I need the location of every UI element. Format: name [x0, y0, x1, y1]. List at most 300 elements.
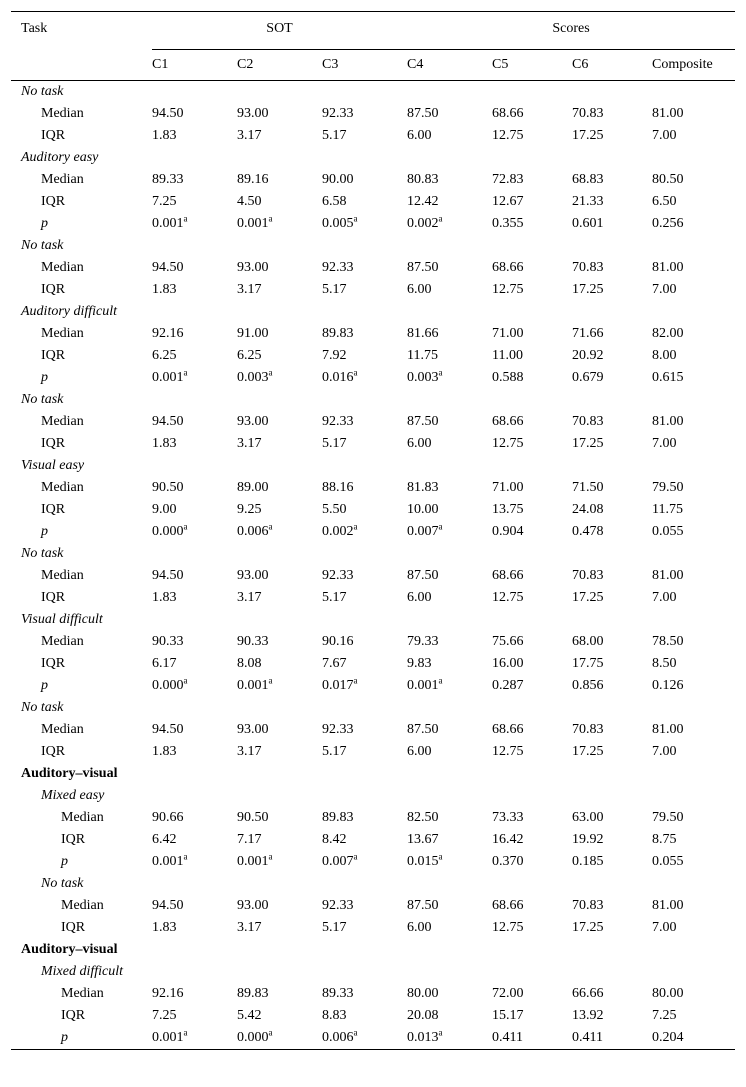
- table-cell: [152, 477, 237, 499]
- table-cell: [407, 807, 492, 829]
- table-cell: [407, 829, 492, 851]
- table-cell: [572, 169, 652, 191]
- significance-marker: a: [353, 521, 358, 532]
- cell-value: 68.66: [492, 414, 524, 429]
- table-cell: [152, 411, 237, 433]
- cell-value: 0.006: [322, 1030, 354, 1045]
- cell-value: 12.75: [492, 744, 524, 759]
- cell-value: 0.856: [572, 678, 604, 693]
- table-cell: [652, 807, 735, 829]
- table-cell: [652, 895, 735, 917]
- cell-value: 89.33: [152, 172, 184, 187]
- table-row: [11, 807, 735, 829]
- table-cell: [492, 917, 572, 939]
- significance-marker: a: [268, 1027, 273, 1038]
- table-cell: [322, 741, 407, 763]
- cell-value: 3.17: [237, 744, 262, 759]
- table-cell: [652, 367, 735, 389]
- table-row: [11, 257, 735, 279]
- table-section-row: [11, 939, 735, 961]
- table-cell: [237, 587, 322, 609]
- table-row: [11, 895, 735, 917]
- table-row: [11, 587, 735, 609]
- cell-value: 24.08: [572, 502, 604, 517]
- cell-value: 9.25: [237, 502, 262, 517]
- cell-value: 70.83: [572, 106, 604, 121]
- row-label: Median: [41, 634, 84, 649]
- table-cell: [152, 499, 237, 521]
- column-header-composite: Composite: [652, 57, 713, 72]
- section-label: No task: [21, 238, 64, 253]
- cell-value: 0.185: [572, 854, 604, 869]
- cell-value: 5.17: [322, 920, 347, 935]
- cell-value: 16.00: [492, 656, 524, 671]
- cell-value: 6.00: [407, 744, 432, 759]
- significance-marker: a: [268, 367, 273, 378]
- table-cell: [572, 631, 652, 653]
- table-section-row: [11, 609, 735, 631]
- cell-value: 1.83: [152, 744, 177, 759]
- section-label: No task: [21, 392, 64, 407]
- cell-value: 7.67: [322, 656, 347, 671]
- table-cell: [152, 433, 237, 455]
- section-label: No task: [21, 546, 64, 561]
- section-label: No task: [41, 876, 84, 891]
- table-row: [11, 499, 735, 521]
- table-cell: [152, 213, 237, 235]
- table-row: [11, 169, 735, 191]
- cell-value: 0.016: [322, 370, 354, 385]
- table-cell: [652, 257, 735, 279]
- table-cell: [237, 169, 322, 191]
- cell-value: 81.00: [652, 898, 684, 913]
- table-cell: [572, 433, 652, 455]
- table-cell: [237, 565, 322, 587]
- cell-value: 0.370: [492, 854, 524, 869]
- cell-value: 3.17: [237, 920, 262, 935]
- significance-marker: a: [438, 213, 443, 224]
- table-cell: [572, 279, 652, 301]
- cell-value: 93.00: [237, 414, 269, 429]
- table-cell: [152, 169, 237, 191]
- table-cell: [322, 257, 407, 279]
- table-cell: [152, 631, 237, 653]
- table-cell: [652, 631, 735, 653]
- significance-marker: a: [268, 851, 273, 862]
- table-cell: [237, 829, 322, 851]
- cell-value: 88.16: [322, 480, 354, 495]
- cell-value: 79.50: [652, 810, 684, 825]
- cell-value: 0.679: [572, 370, 604, 385]
- cell-value: 6.00: [407, 128, 432, 143]
- cell-value: 0.002: [322, 524, 354, 539]
- cell-value: 3.17: [237, 128, 262, 143]
- cell-value: 6.50: [652, 194, 677, 209]
- cell-value: 8.83: [322, 1008, 347, 1023]
- cell-value: 70.83: [572, 722, 604, 737]
- cell-value: 17.75: [572, 656, 604, 671]
- cell-value: 94.50: [152, 568, 184, 583]
- cell-value: 68.00: [572, 634, 604, 649]
- table-cell: [407, 1027, 492, 1050]
- cell-value: 92.33: [322, 568, 354, 583]
- cell-value: 75.66: [492, 634, 524, 649]
- cell-value: 63.00: [572, 810, 604, 825]
- table-row: [11, 741, 735, 763]
- table-cell: [652, 675, 735, 697]
- cell-value: 90.50: [152, 480, 184, 495]
- section-label: No task: [21, 84, 64, 99]
- table-cell: [572, 851, 652, 873]
- cell-value: 5.17: [322, 282, 347, 297]
- cell-value: 87.50: [407, 106, 439, 121]
- table-cell: [407, 125, 492, 147]
- cell-value: 0.001: [152, 854, 184, 869]
- section-label: Mixed easy: [41, 788, 105, 803]
- row-label: IQR: [41, 502, 66, 517]
- column-header-c2: C2: [237, 57, 254, 72]
- cell-value: 0.001: [407, 678, 439, 693]
- cell-value: 94.50: [152, 106, 184, 121]
- cell-value: 1.83: [152, 920, 177, 935]
- cell-value: 92.16: [152, 326, 184, 341]
- table-cell: [652, 345, 735, 367]
- table-cell: [572, 1005, 652, 1027]
- cell-value: 66.66: [572, 986, 604, 1001]
- table-cell: [237, 103, 322, 125]
- table-cell: [492, 345, 572, 367]
- cell-value: 5.17: [322, 128, 347, 143]
- table-cell: [652, 433, 735, 455]
- table-cell: [572, 741, 652, 763]
- table-cell: [572, 917, 652, 939]
- cell-value: 6.00: [407, 282, 432, 297]
- scores-group-header: Scores: [407, 12, 735, 50]
- table-row: [11, 191, 735, 213]
- cell-value: 79.50: [652, 480, 684, 495]
- table-row: [11, 521, 735, 543]
- table-cell: [237, 653, 322, 675]
- cell-value: 7.00: [652, 436, 677, 451]
- table-cell: [237, 499, 322, 521]
- table-cell: [407, 983, 492, 1005]
- table-cell: [237, 521, 322, 543]
- table-header: [11, 12, 735, 81]
- cell-value: 12.75: [492, 590, 524, 605]
- cell-value: 9.00: [152, 502, 177, 517]
- table-cell: [572, 565, 652, 587]
- table-cell: [407, 279, 492, 301]
- table-cell: [407, 433, 492, 455]
- table-cell: [407, 521, 492, 543]
- table-cell: [152, 125, 237, 147]
- cell-value: 0.001: [152, 1030, 184, 1045]
- cell-value: 15.17: [492, 1008, 524, 1023]
- table-cell: [152, 565, 237, 587]
- results-table-container: [11, 11, 735, 1050]
- cell-value: 6.42: [152, 832, 177, 847]
- table-row: [11, 1005, 735, 1027]
- table-cell: [407, 323, 492, 345]
- table-cell: [322, 345, 407, 367]
- table-row: [11, 719, 735, 741]
- table-section-row: [11, 697, 735, 719]
- column-header-c1: C1: [152, 57, 169, 72]
- cell-value: 0.005: [322, 216, 354, 231]
- table-cell: [572, 411, 652, 433]
- table-cell: [152, 191, 237, 213]
- table-cell: [572, 367, 652, 389]
- cell-value: 80.00: [407, 986, 439, 1001]
- cell-value: 0.478: [572, 524, 604, 539]
- table-row: [11, 125, 735, 147]
- table-cell: [492, 807, 572, 829]
- cell-value: 7.00: [652, 744, 677, 759]
- table-cell: [152, 279, 237, 301]
- cell-value: 82.50: [407, 810, 439, 825]
- table-cell: [237, 477, 322, 499]
- cell-value: 12.75: [492, 436, 524, 451]
- cell-value: 6.00: [407, 920, 432, 935]
- table-cell: [492, 983, 572, 1005]
- cell-value: 0.615: [652, 370, 684, 385]
- table-cell: [572, 829, 652, 851]
- cell-value: 92.33: [322, 722, 354, 737]
- cell-value: 7.00: [652, 128, 677, 143]
- cell-value: 90.16: [322, 634, 354, 649]
- row-label: Median: [41, 326, 84, 341]
- table-cell: [652, 829, 735, 851]
- cell-value: 0.000: [152, 678, 184, 693]
- table-cell: [652, 741, 735, 763]
- table-cell: [652, 213, 735, 235]
- cell-value: 87.50: [407, 898, 439, 913]
- cell-value: 92.33: [322, 260, 354, 275]
- row-label: Median: [61, 986, 104, 1001]
- row-label: IQR: [41, 590, 66, 605]
- row-label: p: [61, 854, 68, 869]
- table-cell: [652, 191, 735, 213]
- table-row: [11, 411, 735, 433]
- task-column-header: Task: [21, 21, 48, 36]
- row-label: p: [61, 1030, 68, 1045]
- table-cell: [322, 521, 407, 543]
- table-cell: [237, 257, 322, 279]
- table-cell: [237, 719, 322, 741]
- table-section-row: [11, 543, 735, 565]
- cell-value: 0.287: [492, 678, 524, 693]
- significance-marker: a: [268, 521, 273, 532]
- row-label: IQR: [41, 282, 66, 297]
- cell-value: 0.126: [652, 678, 684, 693]
- row-label: p: [41, 524, 48, 539]
- significance-marker: a: [438, 1027, 443, 1038]
- table-cell: [322, 213, 407, 235]
- cell-value: 4.50: [237, 194, 262, 209]
- cell-value: 87.50: [407, 568, 439, 583]
- table-cell: [152, 895, 237, 917]
- cell-value: 71.00: [492, 326, 524, 341]
- table-cell: [652, 125, 735, 147]
- cell-value: 11.00: [492, 348, 523, 363]
- cell-value: 6.25: [152, 348, 177, 363]
- table-cell: [407, 741, 492, 763]
- cell-value: 87.50: [407, 722, 439, 737]
- table-section-row: [11, 763, 735, 785]
- column-header-c4: C4: [407, 57, 424, 72]
- table-cell: [152, 257, 237, 279]
- cell-value: 8.75: [652, 832, 677, 847]
- row-label: Median: [61, 810, 104, 825]
- cell-value: 7.00: [652, 590, 677, 605]
- significance-marker: a: [438, 675, 443, 686]
- cell-value: 5.17: [322, 590, 347, 605]
- cell-value: 90.33: [152, 634, 184, 649]
- table-row: [11, 477, 735, 499]
- table-cell: [407, 169, 492, 191]
- table-cell: [492, 125, 572, 147]
- row-label: IQR: [41, 128, 66, 143]
- table-row: [11, 433, 735, 455]
- cell-value: 3.17: [237, 282, 262, 297]
- table-cell: [572, 191, 652, 213]
- cell-value: 1.83: [152, 128, 177, 143]
- section-label: Auditory–visual: [21, 766, 118, 781]
- table-cell: [572, 345, 652, 367]
- cell-value: 11.75: [652, 502, 683, 517]
- table-cell: [322, 653, 407, 675]
- table-cell: [237, 807, 322, 829]
- cell-value: 8.08: [237, 656, 262, 671]
- cell-value: 17.25: [572, 744, 604, 759]
- cell-value: 90.66: [152, 810, 184, 825]
- cell-value: 68.66: [492, 106, 524, 121]
- table-cell: [572, 499, 652, 521]
- cell-value: 5.17: [322, 744, 347, 759]
- significance-marker: a: [438, 521, 443, 532]
- table-cell: [152, 367, 237, 389]
- table-cell: [407, 851, 492, 873]
- cell-value: 81.00: [652, 260, 684, 275]
- row-label: IQR: [41, 194, 66, 209]
- table-row: [11, 279, 735, 301]
- cell-value: 89.33: [322, 986, 354, 1001]
- table-cell: [492, 477, 572, 499]
- cell-value: 79.33: [407, 634, 439, 649]
- table-row: [11, 103, 735, 125]
- cell-value: 72.00: [492, 986, 524, 1001]
- table-cell: [652, 499, 735, 521]
- table-cell: [237, 675, 322, 697]
- significance-marker: a: [438, 851, 443, 862]
- table-cell: [152, 653, 237, 675]
- cell-value: 0.000: [237, 1030, 269, 1045]
- table-cell: [492, 279, 572, 301]
- cell-value: 0.601: [572, 216, 604, 231]
- cell-value: 13.67: [407, 832, 439, 847]
- table-cell: [572, 125, 652, 147]
- table-cell: [492, 741, 572, 763]
- table-cell: [152, 323, 237, 345]
- cell-value: 70.83: [572, 260, 604, 275]
- table-cell: [237, 895, 322, 917]
- table-cell: [652, 983, 735, 1005]
- table-cell: [492, 851, 572, 873]
- column-header-c5: C5: [492, 57, 509, 72]
- row-label: p: [41, 678, 48, 693]
- table-cell: [152, 521, 237, 543]
- cell-value: 68.83: [572, 172, 604, 187]
- table-cell: [322, 895, 407, 917]
- table-cell: [237, 367, 322, 389]
- table-cell: [152, 587, 237, 609]
- table-cell: [237, 213, 322, 235]
- results-table: [11, 11, 735, 1050]
- cell-value: 20.08: [407, 1008, 439, 1023]
- table-cell: [152, 741, 237, 763]
- table-row: [11, 565, 735, 587]
- cell-value: 3.17: [237, 436, 262, 451]
- table-cell: [407, 587, 492, 609]
- cell-value: 81.00: [652, 106, 684, 121]
- significance-marker: a: [438, 367, 443, 378]
- table-cell: [322, 279, 407, 301]
- table-cell: [652, 1005, 735, 1027]
- cell-value: 82.00: [652, 326, 684, 341]
- cell-value: 78.50: [652, 634, 684, 649]
- table-cell: [152, 829, 237, 851]
- cell-value: 7.92: [322, 348, 347, 363]
- cell-value: 8.42: [322, 832, 347, 847]
- section-label: Mixed difficult: [41, 964, 124, 979]
- table-cell: [237, 125, 322, 147]
- cell-value: 16.42: [492, 832, 524, 847]
- table-body: [11, 81, 735, 1050]
- table-cell: [322, 191, 407, 213]
- cell-value: 7.25: [652, 1008, 677, 1023]
- cell-value: 13.92: [572, 1008, 604, 1023]
- table-cell: [407, 719, 492, 741]
- cell-value: 0.355: [492, 216, 524, 231]
- table-section-row: [11, 301, 735, 323]
- cell-value: 0.003: [237, 370, 269, 385]
- cell-value: 1.83: [152, 436, 177, 451]
- table-cell: [572, 895, 652, 917]
- table-cell: [652, 719, 735, 741]
- table-cell: [492, 675, 572, 697]
- cell-value: 91.00: [237, 326, 269, 341]
- cell-value: 12.42: [407, 194, 439, 209]
- table-cell: [492, 719, 572, 741]
- row-label: IQR: [41, 348, 66, 363]
- cell-value: 11.75: [407, 348, 438, 363]
- section-label: Auditory difficult: [21, 304, 118, 319]
- table-cell: [572, 587, 652, 609]
- cell-value: 93.00: [237, 260, 269, 275]
- table-cell: [572, 323, 652, 345]
- table-section-row: [11, 235, 735, 257]
- cell-value: 7.00: [652, 920, 677, 935]
- table-cell: [492, 653, 572, 675]
- cell-value: 70.83: [572, 568, 604, 583]
- significance-marker: a: [183, 213, 188, 224]
- table-cell: [407, 103, 492, 125]
- column-header-c6: C6: [572, 57, 589, 72]
- cell-value: 5.42: [237, 1008, 262, 1023]
- table-cell: [572, 983, 652, 1005]
- table-cell: [152, 719, 237, 741]
- table-cell: [407, 411, 492, 433]
